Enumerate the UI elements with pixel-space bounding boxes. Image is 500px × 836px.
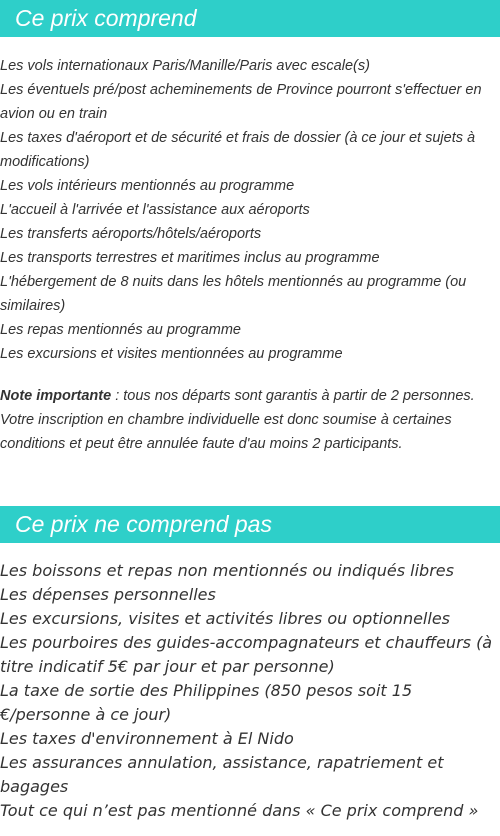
list-item: L'accueil à l'arrivée et l'assistance aux aéroports [0, 202, 310, 218]
list-item: Les transferts aéroports/hôtels/aéroports [0, 226, 262, 242]
list-item: Les excursions et visites mentionnées au programme [0, 346, 343, 362]
excludes-list [0, 559, 500, 823]
list-item: Les dépenses personnelles [0, 585, 216, 604]
includes-list [0, 54, 500, 366]
section-title-excludes: Ce prix ne comprend pas [0, 506, 500, 543]
list-item: Les vols internationaux Paris/Manille/Paris avec escale(s) [0, 58, 370, 74]
list-item: Les vols intérieurs mentionnés au programme [0, 178, 295, 194]
section-title-includes: Ce prix comprend [0, 0, 500, 37]
list-item: Les pourboires des guides-accompagnateurs et chauffeurs (à titre indicatif 5€ par jour et par personne) [0, 633, 493, 676]
list-item: Les taxes d'environnement à El Nido [0, 729, 294, 748]
list-item: Les éventuels pré/post acheminements de Province pourront s'effectuer en avion ou en train [0, 82, 482, 122]
list-item: Les excursions, visites et activités libres ou optionnelles [0, 609, 450, 628]
list-item: Tout ce qui n’est pas mentionné dans « Ce prix comprend » [0, 801, 479, 820]
important-note [0, 384, 500, 456]
list-item: L'hébergement de 8 nuits dans les hôtels mentionnés au programme (ou similaires) [0, 274, 467, 314]
note-text: : tous nos départs sont garantis à partir de 2 personnes. Votre inscription en chambre individuelle est donc soumise à certaines conditions et peut être annulée faute d'au moins 2 participants. [0, 388, 475, 452]
list-item: La taxe de sortie des Philippines (850 pesos soit 15 €/personne à ce jour) [0, 681, 413, 724]
list-item: Les transports terrestres et maritimes inclus au programme [0, 250, 380, 266]
note-label: Note importante [0, 388, 112, 404]
list-item: Les boissons et repas non mentionnés ou indiqués libres [0, 561, 454, 580]
list-item: Les repas mentionnés au programme [0, 322, 241, 338]
list-item: Les taxes d'aéroport et de sécurité et frais de dossier (à ce jour et sujets à modifications) [0, 130, 476, 170]
list-item: Les assurances annulation, assistance, rapatriement et bagages [0, 753, 444, 796]
